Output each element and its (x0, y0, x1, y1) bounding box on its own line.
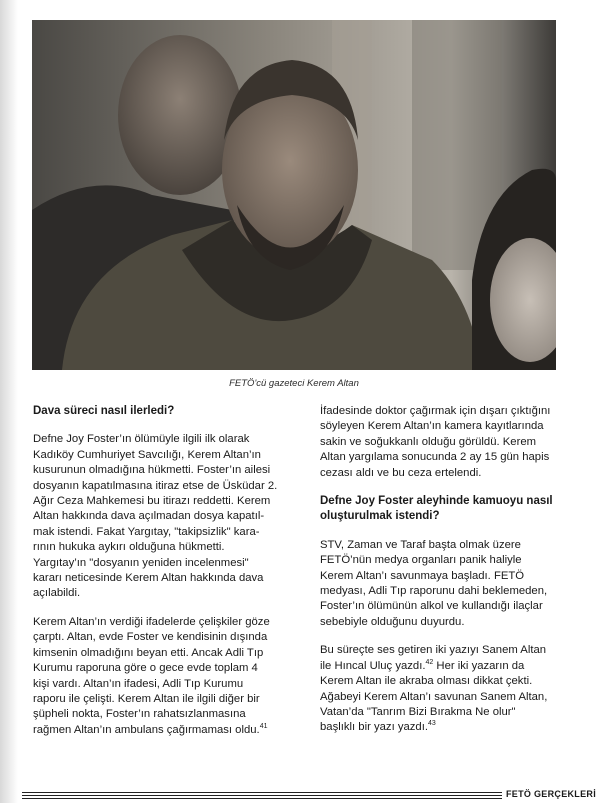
footnote-marker: 41 (259, 722, 268, 730)
running-footer: FETÖ GERÇEKLERİ (506, 789, 597, 799)
text-line: Her iki yazarın da (433, 659, 525, 672)
left-column (33, 404, 290, 751)
footer-rule (22, 798, 502, 799)
text-line: ile Hıncal Uluç yazdı. (320, 659, 426, 672)
text-line: Vatan’da "Tanrım Bizi Bırakma Ne olur" (320, 705, 516, 718)
text-line: cezası aldı ve bu ceza ertelendi. (320, 466, 482, 479)
text-line: mak istendi. Fakat Yargıtay, "takipsizlik" kara- (33, 525, 260, 538)
text-line: kararı neticesinde Kerem Altan hakkında dava (33, 572, 264, 585)
footer-rule (22, 792, 502, 793)
page-edge-shadow (0, 0, 18, 803)
text-line: Yargıtay’ın "dosyanın yeniden incelenmesi" (33, 556, 249, 569)
heading-line: oluşturulmak istendi? (320, 510, 440, 523)
photo-caption: FETÖ'cü gazeteci Kerem Altan (229, 378, 359, 389)
paragraph (320, 538, 560, 630)
text-line: Ağabeyi Kerem Altan’ı savunan Sanem Altan, (320, 690, 548, 703)
text-line: Kerem Altan ile akraba olması dikkat çekti. (320, 675, 533, 688)
paragraph (33, 615, 290, 738)
text-line: Altan yargılama sonucunda 2 ay 15 gün hapis (320, 451, 550, 464)
footnote-marker: 42 (425, 658, 434, 666)
text-line: sebebiyle olduğunu duyurdu. (320, 615, 465, 628)
heading-line: Defne Joy Foster aleyhinde kamuoyu nasıl (320, 495, 553, 508)
paragraph (320, 643, 560, 735)
text-line: kişi vardı. Altan’ın ifadesi, Adli Tıp Kurumu (33, 677, 244, 690)
text-line: Kadıköy Cumhuriyet Savcılığı, Kerem Altan’ın (33, 448, 261, 461)
text-line: kusurunun olmadığına hükmetti. Foster’ın ailesi (33, 464, 271, 477)
section-heading: Dava süreci nasıl ilerledi? (33, 405, 175, 417)
section-heading (320, 494, 560, 525)
photo-of-journalist-icon (32, 20, 556, 370)
text-line: medyası, Adli Tıp raporunu dahi beklemeden, (320, 585, 548, 598)
text-line: raporu ile çelişti. Kerem Altan ile ilgili diğer bir (33, 692, 260, 705)
text-line: İfadesinde doktor çağırmak için dışarı çıktığını (320, 405, 551, 417)
text-line: sakin ve soğukkanlı olduğu görüldü. Kerem (320, 435, 537, 448)
text-line: Defne Joy Foster’ın ölümüyle ilgili ilk olarak (33, 433, 250, 446)
right-column (320, 404, 560, 749)
text-line: Altan hakkında dava açılmadan dosya kapatıl- (33, 510, 265, 523)
text-line: şüpheli nokta, Foster’ın rahatsızlanmasına (33, 708, 246, 721)
text-line: STV, Zaman ve Taraf başta olmak üzere (320, 538, 521, 551)
footer-rule (22, 795, 502, 796)
text-line: Kurumu raporuna göre o gece evde toplam 4 (33, 662, 258, 675)
text-line: Kerem Altan’ı savunmaya başladı. FETÖ (320, 569, 525, 582)
text-line: Ağır Ceza Mahkemesi bu itirazı reddetti. Kerem (33, 495, 271, 508)
text-line: FETÖ’nün medya organları panik haliyle (320, 554, 522, 567)
text-line: açılabildi. (33, 587, 81, 600)
footnote-marker: 43 (428, 720, 436, 728)
paragraph (33, 432, 290, 601)
paragraph (320, 404, 560, 481)
text-line: dosyanın kapatılmasına itiraz etse de Üsküdar 2. (33, 479, 278, 492)
text-line: rının hukuka aykırı olduğuna hükmetti. (33, 541, 225, 554)
text-line: rağmen Altan’ın ambulans çağırmaması oldu. (33, 723, 260, 736)
text-line: Bu süreçte ses getiren iki yazıyı Sanem Altan (320, 644, 547, 657)
text-line: kimsenin olmadığını beyan etti. Ancak Adli Tıp (33, 646, 264, 659)
text-line: çarptı. Altan, evde Foster ve kendisinin dışında (33, 631, 268, 644)
article-photo (32, 20, 556, 370)
text-line: başlıklı bir yazı yazdı. (320, 721, 428, 734)
text-line: Kerem Altan’ın verdiği ifadelerde çelişkiler göze (33, 615, 270, 628)
text-line: söyleyen Kerem Altan’ın kamera kayıtlarında (320, 420, 544, 433)
text-line: Foster’ın ölümünün alkol ve kullandığı ilaçlar (320, 600, 543, 613)
